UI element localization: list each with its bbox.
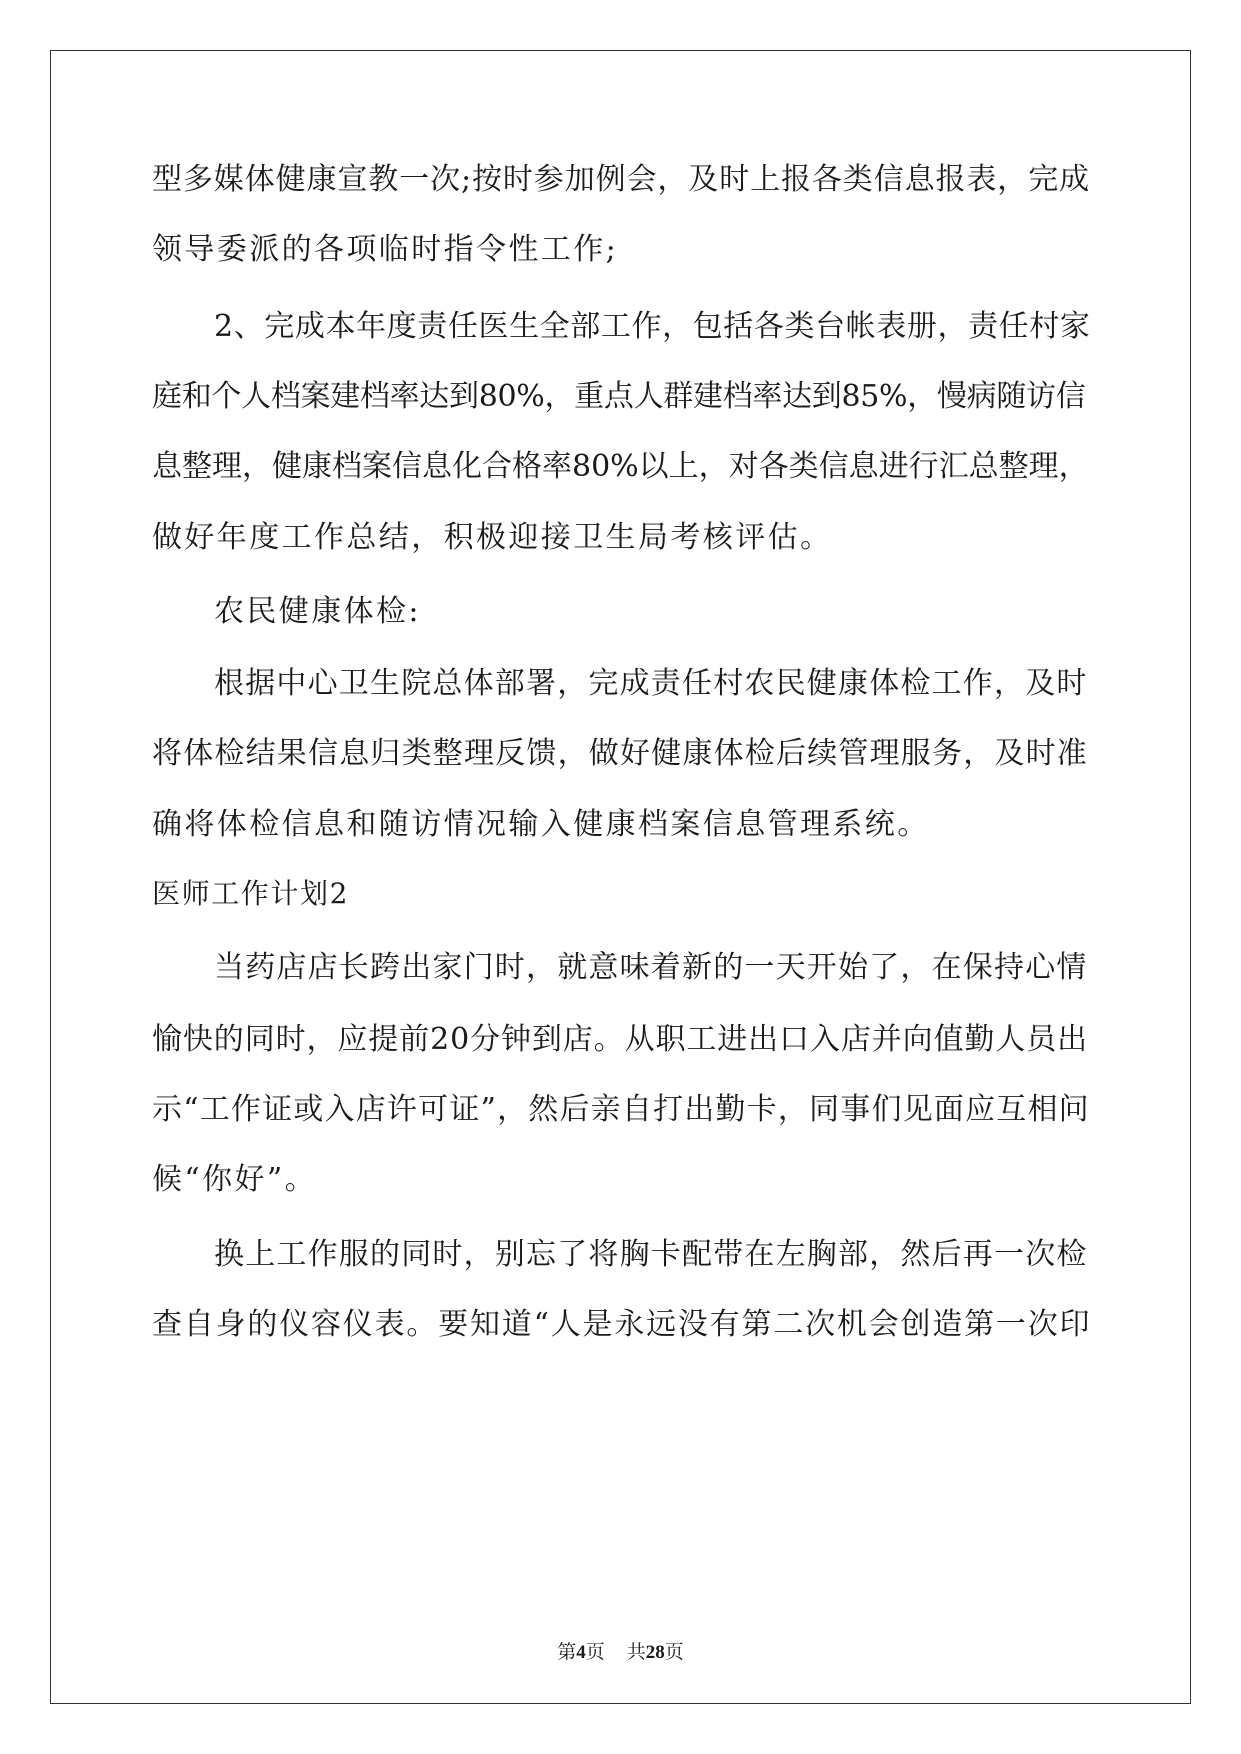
text-line: 候“你好”。 <box>152 1162 318 1197</box>
text-line: 庭和个人档案建档率达到80%，重点人群建档率达到85%，慢病随访信 <box>152 379 1086 414</box>
text-line: 确将体检信息和随访情况输入健康档案信息管理系统。 <box>152 807 930 842</box>
section-heading: 农民健康体检: <box>214 594 421 629</box>
total-pages: 28 <box>645 1642 665 1663</box>
page-suffix: 页 <box>585 1641 605 1663</box>
text-line: 查自身的仪容仪表。要知道“人是永远没有第二次机会创造第一次印 <box>152 1307 1092 1342</box>
page-number: 4 <box>576 1642 586 1663</box>
text-line: 领导委派的各项临时指令性工作; <box>152 232 619 267</box>
text-line: 愉快的同时，应提前20分钟到店。从职工进出口入店并向值勤人员出 <box>152 1022 1089 1057</box>
text-line: 做好年度工作总结，积极迎接卫生局考核评估。 <box>152 520 833 555</box>
page-footer <box>0 1640 1241 1665</box>
section-title: 医师工作计划2 <box>152 877 350 910</box>
total-prefix: 共 <box>626 1641 646 1663</box>
text-line: 示“工作证或入店许可证”，然后亲自打出勤卡，同事们见面应互相问 <box>152 1092 1090 1127</box>
text-line: 将体检结果信息归类整理反馈，做好健康体检后续管理服务，及时准 <box>152 736 1088 771</box>
page-prefix: 第 <box>557 1641 577 1663</box>
text-line: 根据中心卫生院总体部署，完成责任村农民健康体检工作，及时 <box>214 666 1088 701</box>
total-suffix: 页 <box>664 1641 684 1663</box>
text-line: 型多媒体健康宣教一次;按时参加例会，及时上报各类信息报表，完成 <box>152 162 1091 197</box>
text-line: 换上工作服的同时，别忘了将胸卡配带在左胸部，然后再一次检 <box>214 1237 1088 1272</box>
text-line: 息整理，健康档案信息化合格率80%以上，对各类信息进行汇总整理， <box>152 449 1089 484</box>
text-line: 当药店店长跨出家门时，就意味着新的一天开始了，在保持心情 <box>214 950 1088 985</box>
text-line: 2、完成本年度责任医生全部工作，包括各类台帐表册，责任村家 <box>214 309 1091 344</box>
